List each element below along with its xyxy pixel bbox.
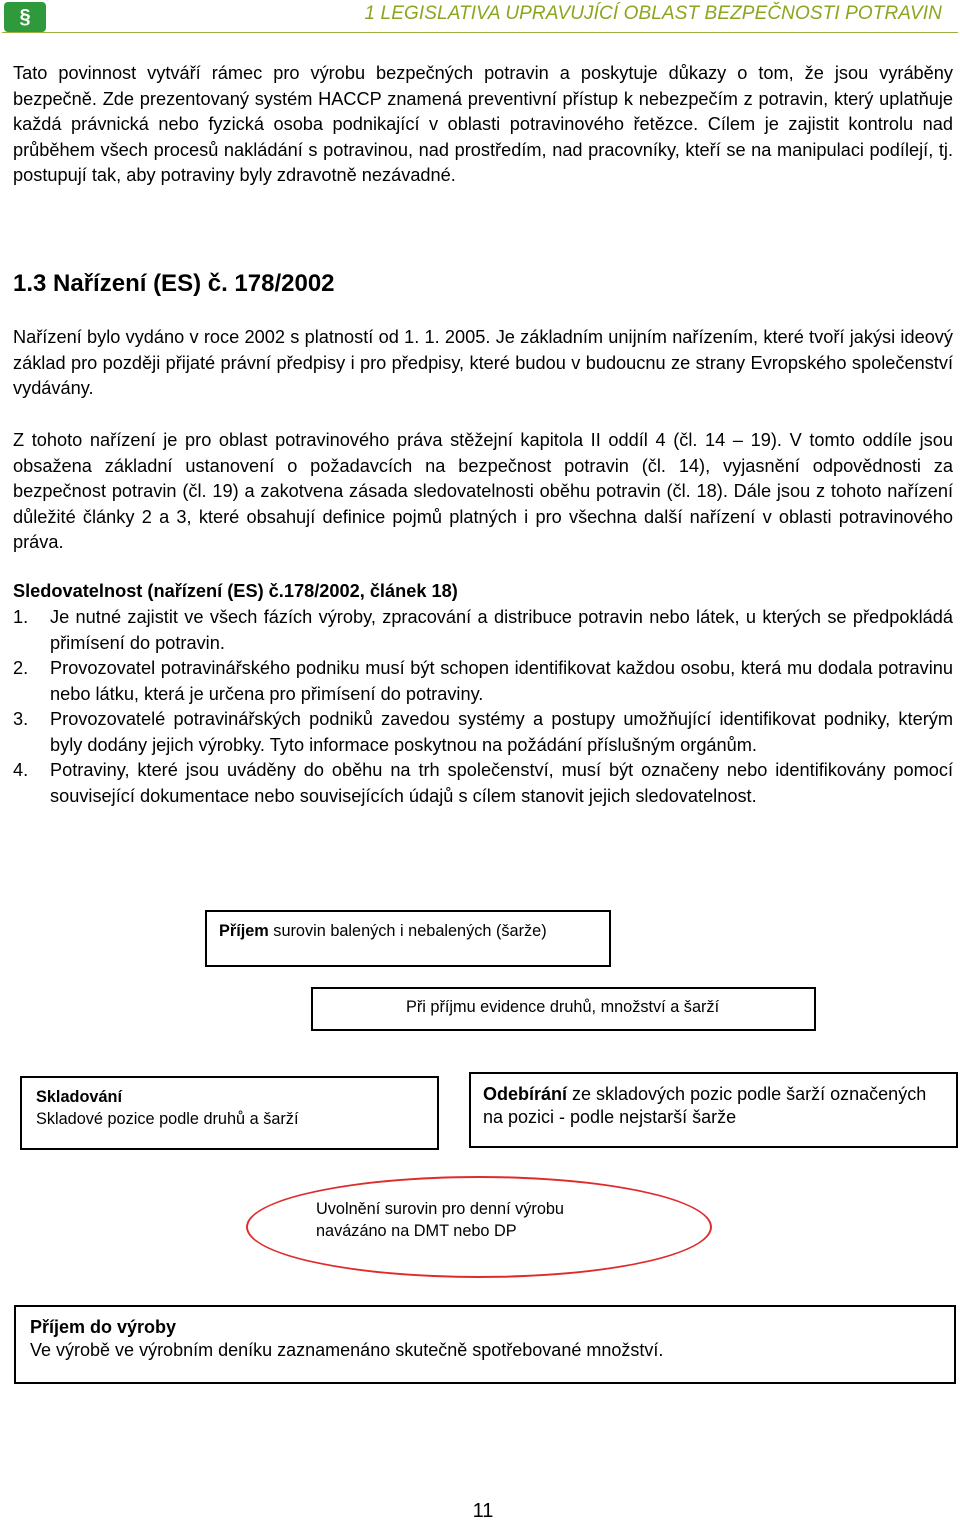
section-logo-icon: §: [4, 2, 46, 32]
list-item: 4. Potraviny, které jsou uváděny do oběhu na trh společenství, musí být označeny nebo identifikovány pomocí související dokumentace nebo souvisejících údajů s cílem stanovit jejich sledovatelnost.: [13, 760, 953, 806]
flow-box-picking: Odebírání ze skladových pozic podle šarží označených na pozici - podle nejstarší šarže: [469, 1072, 958, 1148]
paragraph-chapter: Z tohoto nařízení je pro oblast potravinového práva stěžejní kapitola II oddíl 4 (čl. 14 – 19). V tomto oddíle jsou obsažena základní ustanovení o požadavcích na bezpečnost potravin (čl. 14), vyjasnění odpovědnosti za bezpečnost potravin (čl. 19) a zakotvena zásada sledovatelnosti oběhu potravin (čl. 18). Dále jsou z tohoto nařízení důležité články 2 a 3, které obsahují definice pojmů platných i pro všechna další nařízení v oblasti potravinového práva.: [13, 430, 953, 552]
traceability-list: [13, 605, 953, 809]
section-heading: 1.3 Nařízení (ES) č. 178/2002: [13, 270, 335, 297]
header-divider: [2, 32, 958, 33]
list-item: 2. Provozovatel potravinářského podniku musí být schopen identifikovat každou osobu, která mu dodala potravinu nebo látku, která je určena pro přimísení do potraviny.: [13, 658, 953, 704]
list-item: 3. Provozovatelé potravinářských podniků zavedou systémy a postupy umožňující identifikovat podniky, kterým byly dodány jejich výrobky. Tyto informace poskytnou na požádání příslušným orgánům.: [13, 709, 953, 755]
chapter-header: 1 LEGISLATIVA UPRAVUJÍCÍ OBLAST BEZPEČNOSTI POTRAVIN: [364, 3, 942, 24]
paragraph-validity: Nařízení bylo vydáno v roce 2002 s platností od 1. 1. 2005. Je základním unijním nařízením, které tvoří jakýsi ideový základ pro později přijaté právní předpisy i pro předpisy, které budou v budoucnu ze strany Evropského společenství vydávány.: [13, 327, 953, 398]
flow-box-receipt-records: Při příjmu evidence druhů, množství a šarží: [311, 987, 816, 1031]
flow-box-storage: Skladování Skladové pozice podle druhů a šarží: [20, 1076, 439, 1150]
traceability-subheading: Sledovatelnost (nařízení (ES) č.178/2002, článek 18): [13, 581, 458, 601]
flow-ellipse-release: Uvolnění surovin pro denní výrobu navázáno na DMT nebo DP: [246, 1176, 712, 1278]
flow-box-production-intake: Příjem do výroby Ve výrobě ve výrobním deníku zaznamenáno skutečně spotřebované množství.: [14, 1305, 956, 1384]
page-number: 11: [472, 1500, 494, 1522]
intro-paragraph: Tato povinnost vytváří rámec pro výrobu bezpečných potravin a poskytuje důkazy o tom, že jsou vyráběny bezpečně. Zde prezentovaný systém HACCP znamená preventivní přístup k nebezpečím z potravin, který uplatňuje každá právnická nebo fyzická osoba podnikající v oblasti potravinového řetězce. Cílem je zajistit kontrolu nad průběhem všech procesů nakládání s potravinou, nad prostředím, nad pracovníky, kteří se na manipulaci podílejí, tj. postupují tak, aby potraviny byly zdravotně nezávadné.: [13, 63, 953, 185]
flow-box-receipt: Příjem surovin balených i nebalených (šarže): [205, 910, 611, 967]
list-item: 1. Je nutné zajistit ve všech fázích výroby, zpracování a distribuce potravin nebo látek, u kterých se předpokládá přimísení do potravin.: [13, 607, 953, 653]
